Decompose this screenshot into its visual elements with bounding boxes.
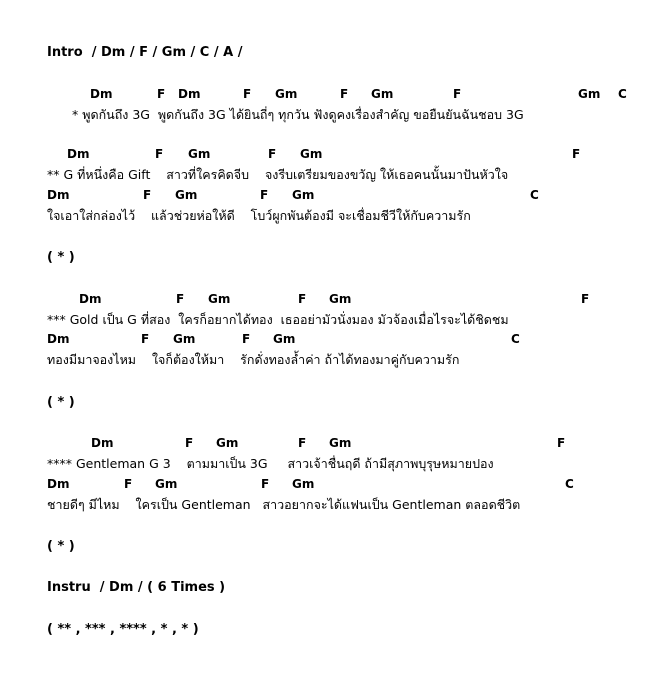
chord: C — [618, 87, 627, 101]
chord: F — [260, 188, 269, 202]
chord: Gm — [371, 87, 394, 101]
chord: F — [557, 436, 566, 450]
chord: F — [176, 292, 185, 306]
chord: Gm — [175, 188, 198, 202]
chord: Gm — [292, 477, 315, 491]
chord: F — [185, 436, 194, 450]
chord: F — [141, 332, 150, 346]
chord: F — [581, 292, 590, 306]
outro-line: ( ** , *** , **** , * , * ) — [47, 622, 199, 637]
lyric-line: *** Gold เป็น G ที่สอง ใครก็อยากได้ทอง เธออย่ามัวนั่งมอง มัวจ้องเมื่อไรจะได้ชิดชม — [47, 312, 509, 327]
chord: F — [143, 188, 152, 202]
chord: F — [243, 87, 252, 101]
chord: C — [530, 188, 539, 202]
chord: Gm — [173, 332, 196, 346]
refrain-marker: ( * ) — [47, 250, 75, 265]
lyric-line: ใจเอาใส่กล่องไว้ แล้วช่วยห่อให้ดี โบว์ผูกพันต้องมี จะเชื่อมชีวีให้กับความรัก — [47, 208, 471, 223]
chord: F — [298, 436, 307, 450]
chord: Dm — [47, 477, 70, 491]
chord: Dm — [47, 332, 70, 346]
chord: Gm — [208, 292, 231, 306]
chord: F — [572, 147, 581, 161]
lyric-line: * พูดกันถึง 3G พูดกันถึง 3G ได้ยินถี่ๆ ทุกวัน ฟังดูคงเรื่องสำคัญ ขอยืนยันฉันชอบ 3G — [72, 107, 524, 122]
chord: Dm — [79, 292, 102, 306]
chord: F — [268, 147, 277, 161]
lyric-line: ชายดีๆ มีไหม ใครเป็น Gentleman สาวอยากจะได้แฟนเป็น Gentleman ตลอดชีวิต — [47, 497, 521, 512]
chord: Gm — [188, 147, 211, 161]
chord: F — [157, 87, 166, 101]
chord: F — [453, 87, 462, 101]
chord: F — [242, 332, 251, 346]
instru-line: Instru / Dm / ( 6 Times ) — [47, 580, 226, 595]
lyric-line: ทองมีมาจองไหม ใจก็ต้องให้มา รักดั่งทองล้ำค่า ถ้าได้ทองมาคู่กับความรัก — [47, 352, 460, 367]
lyric-line: ** G ที่หนึ่งคือ Gift สาวที่ใครคิดจีบ จงรีบเตรียมของขวัญ ให้เธอคนนั้นมาปันหัวใจ — [47, 167, 509, 182]
chord: Dm — [178, 87, 201, 101]
refrain-marker: ( * ) — [47, 395, 75, 410]
chord: Gm — [329, 292, 352, 306]
chord: C — [565, 477, 574, 491]
chord: F — [155, 147, 164, 161]
chord: C — [511, 332, 520, 346]
chord: Dm — [67, 147, 90, 161]
chord: F — [298, 292, 307, 306]
refrain-marker: ( * ) — [47, 539, 75, 554]
chord: Gm — [578, 87, 601, 101]
chord: Gm — [155, 477, 178, 491]
chord: Gm — [216, 436, 239, 450]
chord: Gm — [329, 436, 352, 450]
chord: Gm — [275, 87, 298, 101]
chord: Gm — [300, 147, 323, 161]
chord: F — [261, 477, 270, 491]
chord: Dm — [90, 87, 113, 101]
chord: Dm — [91, 436, 114, 450]
lyric-line: **** Gentleman G 3 ตามมาเป็น 3G สาวเจ้าชื่นฤดี ถ้ามีสุภาพบุรุษหมายปอง — [47, 456, 494, 471]
chord: F — [340, 87, 349, 101]
chord: Dm — [47, 188, 70, 202]
chord: Gm — [273, 332, 296, 346]
intro-line: Intro / Dm / F / Gm / C / A / — [47, 45, 243, 60]
chord: Gm — [292, 188, 315, 202]
chord: F — [124, 477, 133, 491]
